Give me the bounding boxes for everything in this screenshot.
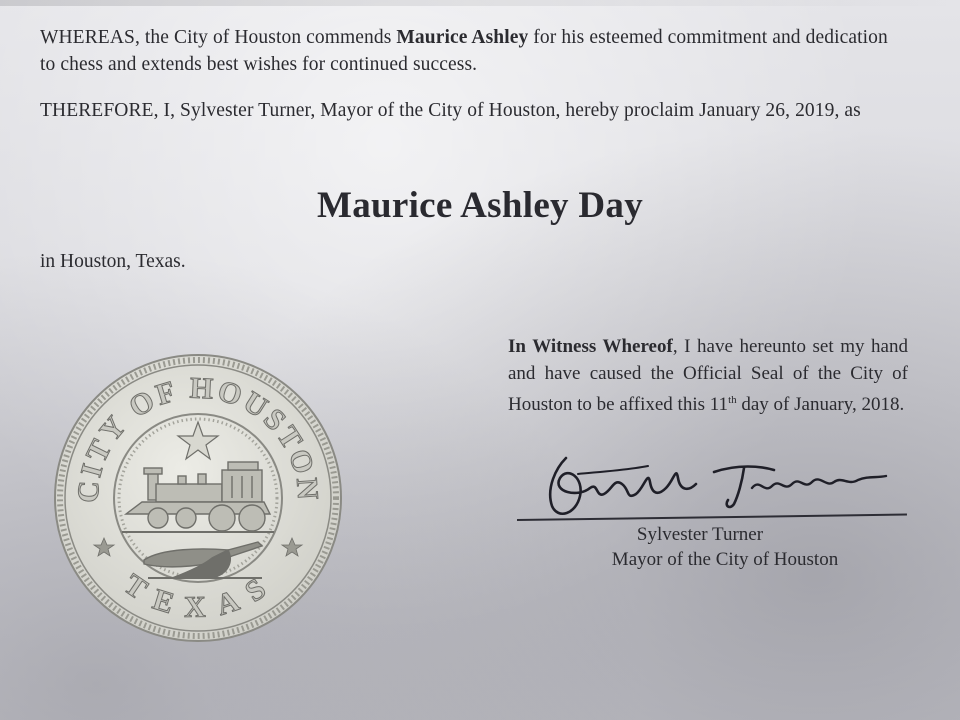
shadow-strip [0,0,960,6]
witness-bold: In Witness Whereof [508,336,673,357]
witness-ordinal: th [728,394,737,406]
witness-text-2: day of January, 2018. [736,394,905,415]
signer-title: Mayor of the City of Houston [611,549,839,570]
witness-paragraph [508,334,908,419]
seal-top-text: CITY OF HOUSTON [71,371,325,504]
whereas-suffix: for his esteemed commitment and dedication to chess and extends best wishes for continued success. [40,27,888,75]
therefore-paragraph: THEREFORE, I, Sylvester Turner, Mayor of the City of Houston, hereby proclaim January 26, 2019, as [40,100,861,121]
proclamation-title: Maurice Ashley Day [316,185,644,226]
city-seal [52,352,344,644]
witness-text-1: , I have hereunto set my hand and have caused the Official Seal of the City of Houston to be affixed this 11 [508,336,908,415]
honoree-name: Maurice Ashley [396,27,529,48]
seal-bottom-text: TEXAS [117,567,279,624]
whereas-paragraph [40,24,905,78]
signer-name: Sylvester Turner [636,524,764,545]
location-text: in Houston, Texas. [40,251,186,272]
mayor-signature [538,448,898,523]
whereas-prefix: WHEREAS, the City of Houston commends [40,27,397,48]
